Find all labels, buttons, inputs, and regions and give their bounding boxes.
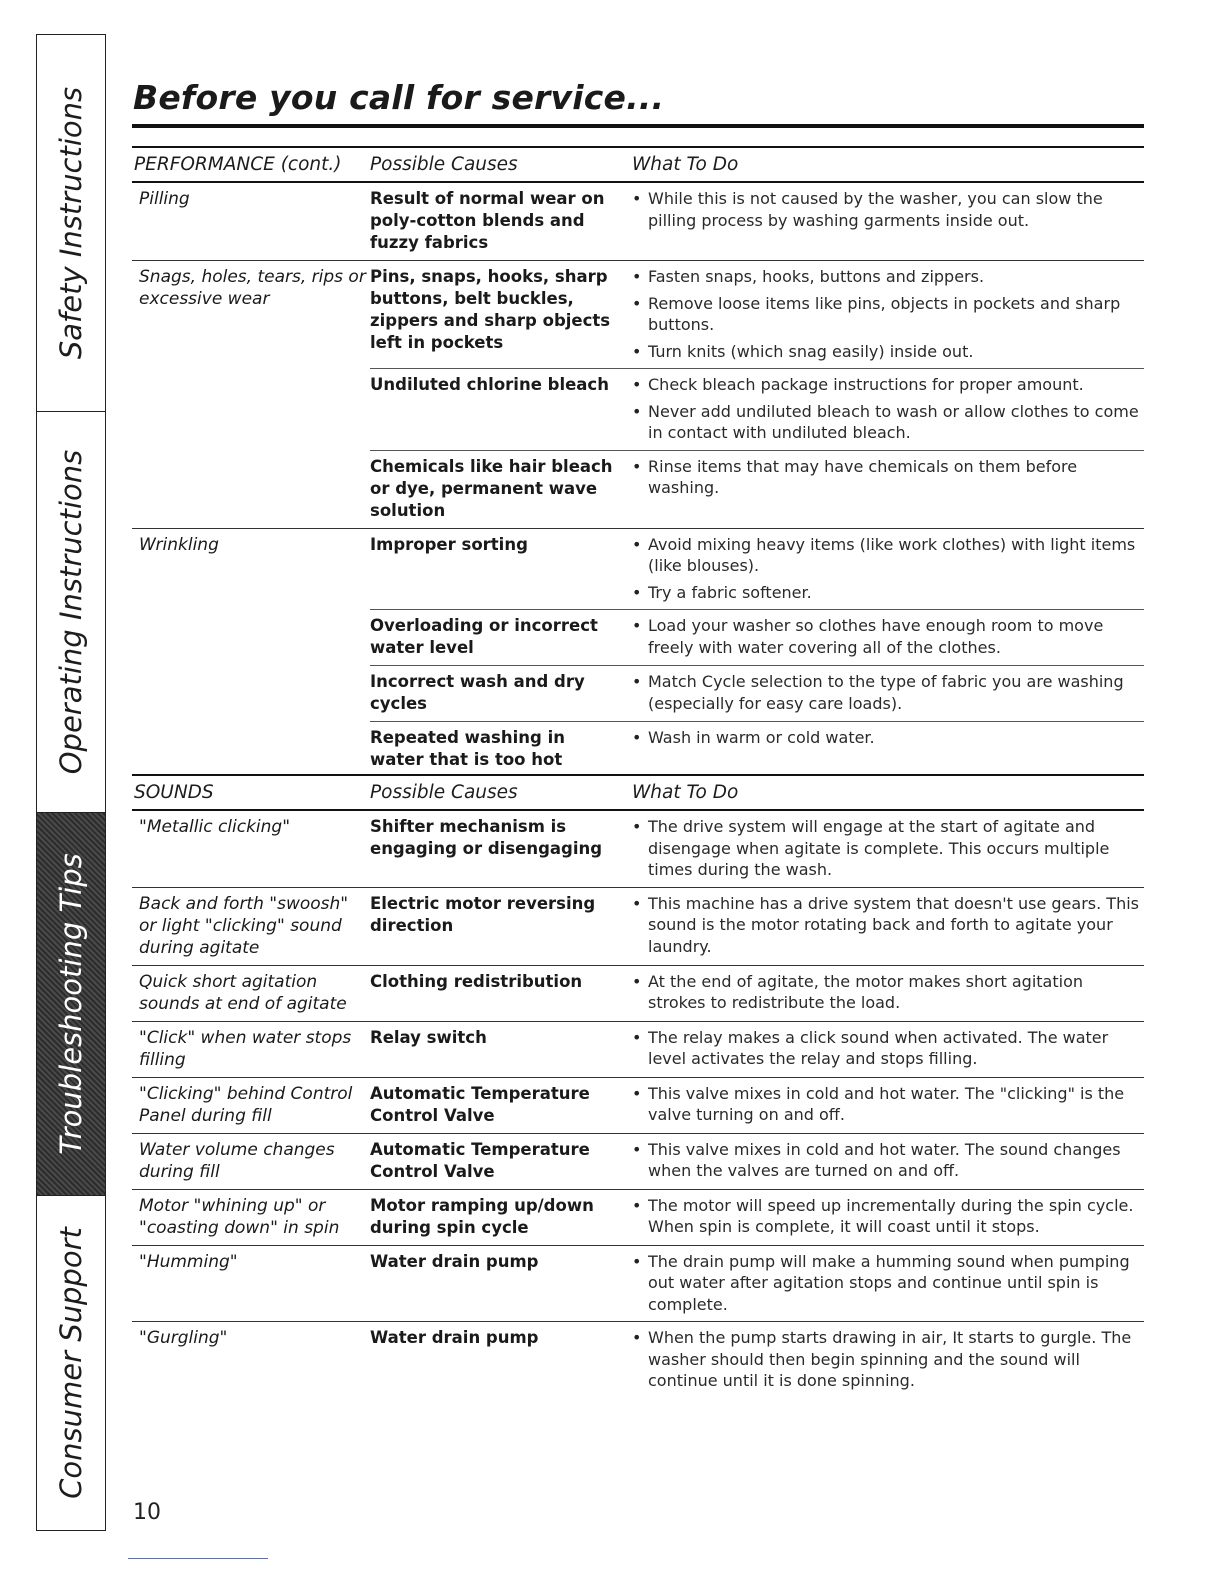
action-item: • The drain pump will make a humming sound when pumping out water after agitation stops and continue until spin is complete.	[632, 1251, 1144, 1316]
action-item: • Rinse items that may have chemicals on them before washing.	[632, 456, 1144, 499]
header-causes: Possible Causes	[370, 782, 518, 803]
action-cell	[632, 671, 1144, 715]
table-row	[132, 966, 1144, 1022]
cause-cell: Result of normal wear on poly-cotton blends and fuzzy fabrics	[370, 189, 605, 252]
action-item: • Check bleach package instructions for proper amount.	[632, 374, 1144, 396]
cause-row	[370, 966, 1144, 1020]
action-cell	[632, 266, 1144, 362]
action-item: • This valve mixes in cold and hot water. The sound changes when the valves are turned on and off.	[632, 1139, 1144, 1182]
action-cell	[632, 615, 1144, 659]
causes-group	[370, 183, 1144, 260]
tab-label: Operating Instructions	[54, 449, 88, 775]
cause-cell: Motor ramping up/down during spin cycle	[370, 1195, 594, 1237]
cause-row	[370, 183, 1144, 260]
header-what-to-do: What To Do	[632, 154, 739, 175]
table-header	[132, 774, 1144, 811]
action-cell	[632, 727, 1144, 771]
action-item: • Try a fabric softener.	[632, 582, 1144, 604]
title-rule	[132, 124, 1144, 128]
tab-safety-instructions[interactable]	[37, 35, 105, 412]
problem-cell: "Metallic clicking"	[139, 817, 291, 837]
cause-row	[370, 665, 1144, 721]
action-item: • This machine has a drive system that doesn't use gears. This sound is the motor rotating back and forth to agitate your laundry.	[632, 893, 1144, 958]
tab-label: Safety Instructions	[54, 86, 88, 360]
action-item: • The relay makes a click sound when activated. The water level activates the relay and stops filling.	[632, 1027, 1144, 1070]
action-item: • Wash in warm or cold water.	[632, 727, 1144, 749]
cause-row	[370, 261, 1144, 368]
causes-group	[370, 1246, 1144, 1322]
action-item: • Avoid mixing heavy items (like work clothes) with light items (like blouses).	[632, 534, 1144, 577]
cause-cell: Shifter mechanism is engaging or disengaging	[370, 817, 603, 858]
action-item: • When the pump starts drawing in air, It starts to gurgle. The washer should then begin spinning and the sound will continue until it is done spinning.	[632, 1327, 1144, 1392]
cause-cell: Relay switch	[370, 1027, 487, 1047]
action-item: • Match Cycle selection to the type of fabric you are washing (especially for easy care loads).	[632, 671, 1144, 714]
cause-cell: Automatic Temperature Control Valve	[370, 1139, 590, 1181]
action-cell	[632, 1139, 1144, 1183]
causes-group	[370, 1134, 1144, 1189]
action-item: • Remove loose items like pins, objects in pockets and sharp buttons.	[632, 293, 1144, 336]
cause-row	[370, 811, 1144, 887]
table-row	[132, 1078, 1144, 1134]
tab-operating-instructions[interactable]	[37, 412, 105, 813]
causes-group	[370, 1022, 1144, 1077]
table-body	[132, 183, 1144, 777]
cause-cell: Overloading or incorrect water level	[370, 616, 598, 657]
problem-cell: Back and forth "swoosh" or light "clicking" sound during agitate	[139, 893, 349, 958]
header-causes: Possible Causes	[370, 154, 518, 175]
cause-cell: Pins, snaps, hooks, sharp buttons, belt buckles, zippers and sharp objects left in pockets	[370, 267, 611, 352]
action-cell	[632, 1083, 1144, 1127]
cause-row	[370, 721, 1144, 777]
performance-table	[132, 146, 1144, 777]
causes-group	[370, 888, 1144, 965]
cause-row	[370, 450, 1144, 528]
page-number: 10	[133, 1500, 161, 1525]
action-cell	[632, 456, 1144, 522]
causes-group	[370, 1322, 1144, 1398]
problem-cell: Pilling	[139, 189, 190, 209]
cause-cell: Water drain pump	[370, 1251, 539, 1271]
table-row	[132, 529, 1144, 778]
cause-row	[370, 1322, 1144, 1398]
cause-row	[370, 1134, 1144, 1189]
action-cell	[632, 1251, 1144, 1316]
action-item: • The drive system will engage at the start of agitate and disengage when agitate is complete. This occurs multiple times during the wash.	[632, 816, 1144, 881]
table-row	[132, 1022, 1144, 1078]
tab-label: Troubleshooting Tips	[54, 853, 88, 1155]
table-row	[132, 183, 1144, 261]
header-problem: SOUNDS	[134, 782, 214, 803]
action-item: • Load your washer so clothes have enough room to move freely with water covering all of the clothes.	[632, 615, 1144, 658]
cause-cell: Incorrect wash and dry cycles	[370, 672, 585, 713]
action-cell	[632, 534, 1144, 604]
action-cell	[632, 374, 1144, 444]
problem-cell: Wrinkling	[139, 534, 219, 555]
table-row	[132, 1322, 1144, 1398]
tab-label: Consumer Support	[54, 1226, 88, 1499]
action-cell	[632, 816, 1144, 881]
action-item: • Never add undiluted bleach to wash or allow clothes to come in contact with undiluted bleach.	[632, 401, 1144, 444]
table-body	[132, 811, 1144, 1398]
action-item: • At the end of agitate, the motor makes short agitation strokes to redistribute the load.	[632, 971, 1144, 1014]
sounds-table	[132, 774, 1144, 1398]
causes-group	[370, 811, 1144, 887]
action-item: • The motor will speed up incrementally during the spin cycle. When spin is complete, it will coast until it stops.	[632, 1195, 1144, 1238]
cause-cell: Electric motor reversing direction	[370, 893, 596, 935]
problem-cell: "Click" when water stops filling	[139, 1027, 352, 1070]
table-row	[132, 888, 1144, 966]
action-cell	[632, 1195, 1144, 1239]
problem-cell: Quick short agitation sounds at end of agitate	[139, 971, 347, 1014]
causes-group	[370, 966, 1144, 1021]
table-row	[132, 1190, 1144, 1246]
action-cell	[632, 1027, 1144, 1070]
causes-group	[370, 1078, 1144, 1133]
cause-row	[370, 1190, 1144, 1245]
problem-cell: Snags, holes, tears, rips or excessive wear	[139, 267, 366, 309]
cause-cell: Automatic Temperature Control Valve	[370, 1083, 590, 1125]
cause-cell: Chemicals like hair bleach or dye, permanent wave solution	[370, 456, 613, 520]
cause-row	[370, 888, 1144, 964]
action-item: • This valve mixes in cold and hot water. The "clicking" is the valve turning on and off.	[632, 1083, 1144, 1126]
cause-cell: Improper sorting	[370, 534, 528, 554]
causes-group	[370, 1190, 1144, 1245]
action-item: • While this is not caused by the washer, you can slow the pilling process by washing garments inside out.	[632, 188, 1144, 231]
table-row	[132, 811, 1144, 888]
cause-cell: Water drain pump	[370, 1328, 539, 1347]
action-item: • Fasten snaps, hooks, buttons and zippers.	[632, 266, 1144, 288]
causes-group	[370, 261, 1144, 528]
table-row	[132, 1134, 1144, 1190]
problem-cell: Water volume changes during fill	[139, 1139, 335, 1182]
cause-row	[370, 1078, 1144, 1133]
problem-cell: Motor "whining up" or "coasting down" in spin	[139, 1195, 340, 1238]
footer-line	[128, 1558, 268, 1559]
action-cell	[632, 971, 1144, 1014]
action-cell	[632, 188, 1144, 254]
cause-row	[370, 609, 1144, 665]
problem-cell: "Gurgling"	[139, 1328, 228, 1348]
table-header	[132, 146, 1144, 183]
section-tab-bar	[36, 34, 106, 1531]
problem-cell: "Clicking" behind Control Panel during fill	[139, 1083, 353, 1126]
causes-group	[370, 529, 1144, 778]
cause-row	[370, 1246, 1144, 1322]
table-row	[132, 1246, 1144, 1323]
table-row	[132, 261, 1144, 529]
action-cell	[632, 893, 1144, 958]
header-problem: PERFORMANCE (cont.)	[134, 154, 342, 175]
cause-row	[370, 368, 1144, 450]
cause-cell: Undiluted chlorine bleach	[370, 375, 609, 394]
cause-row	[370, 529, 1144, 610]
cause-cell: Clothing redistribution	[370, 971, 583, 991]
action-cell	[632, 1327, 1144, 1392]
problem-cell: "Humming"	[139, 1251, 238, 1272]
cause-row	[370, 1022, 1144, 1076]
cause-cell: Repeated washing in water that is too hot	[370, 728, 565, 769]
page-title: Before you call for service...	[133, 78, 665, 117]
tab-troubleshooting-tips[interactable]	[37, 813, 105, 1196]
header-what-to-do: What To Do	[632, 782, 739, 803]
tab-consumer-support[interactable]	[37, 1196, 105, 1529]
action-item: • Turn knits (which snag easily) inside out.	[632, 341, 1144, 363]
